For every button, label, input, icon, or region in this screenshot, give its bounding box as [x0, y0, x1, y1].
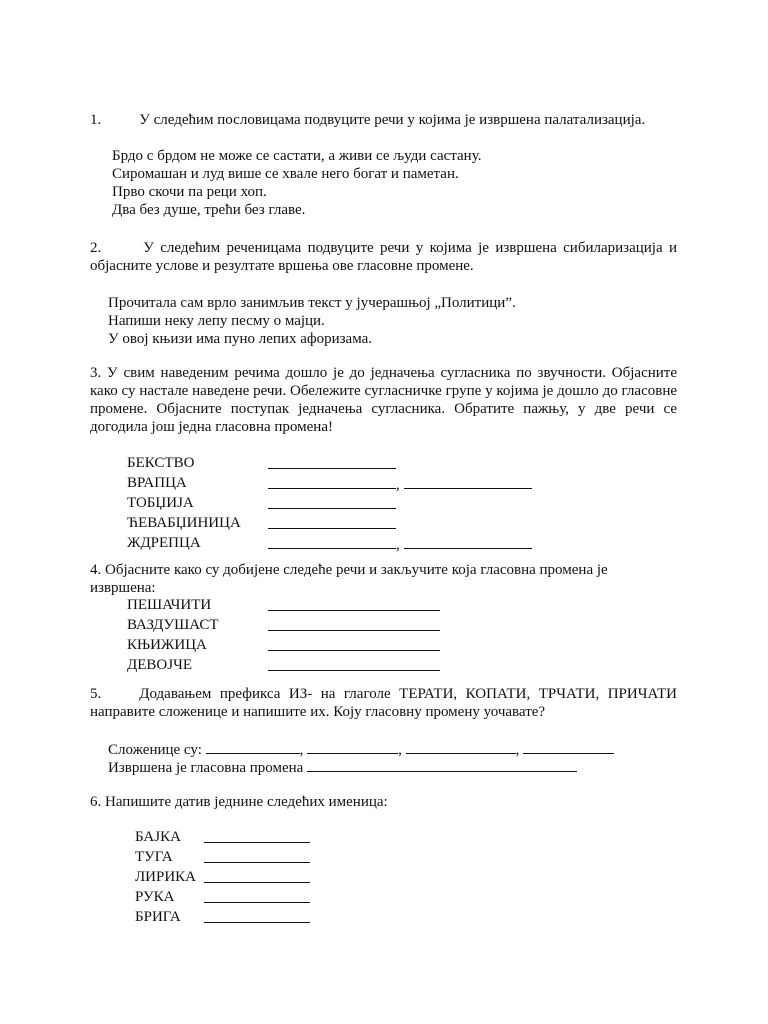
answer-blank[interactable]: [204, 828, 310, 843]
change-label: Извршена је гласовна промена: [108, 760, 304, 776]
task-5-text: Додавањем префикса ИЗ- на глаголе ТЕРАТИ, КОПАТИ, ТРЧАТИ, ПРИЧАТИ направите сложенице и напишите их. Коју гласовну промену уочавате?: [90, 686, 677, 720]
proverb-line: Прво скочи па реци хоп.: [112, 184, 267, 200]
blank-separator: ,: [398, 742, 402, 758]
task-2-text: У следећим реченицама подвуците речи у којима је извршена сибиларизација и објасните услове и резултате вршења ове гласовне промене.: [90, 240, 677, 274]
answer-blank[interactable]: [307, 739, 398, 754]
answer-blank[interactable]: [404, 534, 532, 549]
word-row: [135, 868, 310, 888]
answer-blank[interactable]: [268, 494, 396, 509]
task-1-text: У следећим пословицама подвуците речи у којима је извршена палатализација.: [139, 112, 646, 128]
task-5-number: 5.: [90, 686, 102, 702]
answer-blank[interactable]: [268, 514, 396, 529]
task-1-instruction: [90, 111, 677, 129]
answer-blank[interactable]: [268, 474, 396, 489]
blank-separator: ,: [299, 742, 304, 758]
blank-separator: ,: [396, 537, 400, 553]
answer-blank[interactable]: [307, 757, 577, 772]
answer-blank[interactable]: [204, 888, 310, 903]
word-row: [135, 888, 310, 908]
task-2-instruction: [90, 239, 677, 275]
answer-blank[interactable]: [268, 656, 440, 671]
task-6-instruction: 6. Напишите датив једнине следећих именица:: [90, 794, 388, 810]
word-label: КЊИЖИЦА: [127, 637, 207, 653]
sentence-line: У овој књизи има пуно лепих афоризама.: [108, 331, 372, 347]
task-5-instruction: [90, 685, 677, 721]
word-label: ПЕШАЧИТИ: [127, 597, 212, 613]
word-label: ТУГА: [135, 849, 173, 865]
word-label: ДЕВОЈЧЕ: [127, 657, 192, 673]
change-line: [108, 757, 614, 775]
answer-blank[interactable]: [268, 534, 396, 549]
answer-blank[interactable]: [268, 596, 440, 611]
task-3-word-table: [127, 454, 532, 554]
word-label: БАЈКА: [135, 829, 181, 845]
word-label: ТОБЏИЈА: [127, 495, 194, 511]
answer-blank[interactable]: [268, 454, 396, 469]
word-label: ЛИРИКА: [135, 869, 197, 885]
word-row: [127, 616, 440, 636]
word-label: БРИГА: [135, 909, 181, 925]
word-row: [127, 454, 532, 474]
task-3-instruction: 3. У свим наведеним речима дошло је до једначења сугласника по звучности. Објасните како су настале наведене речи. Обележите сугласничке групе у којима је дошло до гласовне промене. Објасните поступак једначења сугласника. Обратите пажњу, у две речи се догодила још једна гласовна промена!: [90, 365, 677, 435]
task-4-word-table: [127, 596, 440, 676]
proverb-line: Два без душе, трећи без главе.: [112, 202, 306, 218]
task-5-answers: [108, 739, 614, 775]
answer-blank[interactable]: [206, 739, 300, 754]
task-2-sentences: [108, 294, 516, 348]
word-row: [127, 474, 532, 494]
blank-separator: ,: [515, 742, 520, 758]
word-label: РУКА: [135, 889, 175, 905]
word-row: [135, 828, 310, 848]
answer-blank[interactable]: [204, 908, 310, 923]
compounds-label: Сложенице су:: [108, 742, 202, 758]
task-1-number: 1.: [90, 112, 102, 128]
answer-blank[interactable]: [268, 616, 440, 631]
word-row: [127, 534, 532, 554]
task-2-number: 2.: [90, 240, 102, 256]
answer-blank[interactable]: [204, 868, 310, 883]
word-row: [135, 908, 310, 928]
compounds-line: [108, 739, 614, 757]
word-label: ВРАПЦА: [127, 475, 187, 491]
word-row: [127, 656, 440, 676]
sentence-line: Напиши неку лепу песму о мајци.: [108, 313, 325, 329]
word-row: [127, 514, 532, 534]
proverb-line: Сиромашан и луд више се хвале него богат и паметан.: [112, 166, 459, 182]
word-row: [127, 596, 440, 616]
answer-blank[interactable]: [268, 636, 440, 651]
word-label: ЋЕВАБЏИНИЦА: [127, 515, 241, 531]
word-label: БЕКСТВО: [127, 455, 195, 471]
word-label: ЖДРЕПЦА: [127, 535, 201, 551]
task-4-instruction: 4. Објасните како су добијене следеће речи и закључите која гласовна промена је извршена:: [90, 562, 608, 596]
task-6-word-table: [135, 828, 310, 928]
task-1-proverbs: [112, 147, 481, 219]
sentence-line: Прочитала сам врло занимљив текст у јучерашњој „Политици”.: [108, 295, 516, 311]
word-row: [135, 848, 310, 868]
answer-blank[interactable]: [404, 474, 532, 489]
word-label: ВАЗДУШАСТ: [127, 617, 219, 633]
blank-separator: ,: [396, 477, 400, 493]
word-row: [127, 494, 532, 514]
word-row: [127, 636, 440, 656]
proverb-line: Брдо с брдом не може се састати, а живи се људи састану.: [112, 148, 482, 164]
answer-blank[interactable]: [406, 739, 516, 754]
answer-blank[interactable]: [204, 848, 310, 863]
answer-blank[interactable]: [523, 739, 614, 754]
